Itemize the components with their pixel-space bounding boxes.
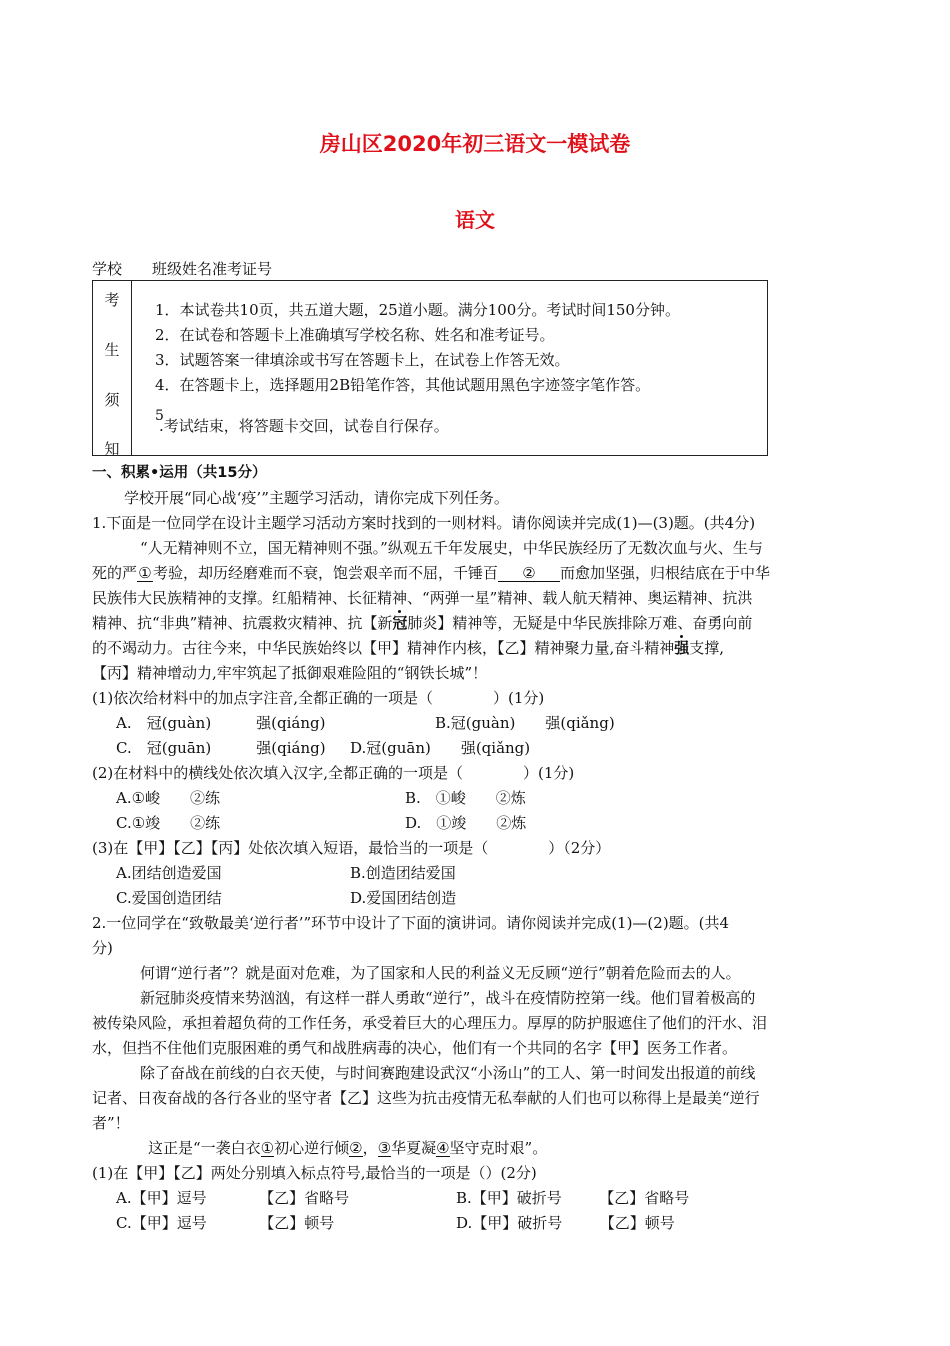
notice-divider — [131, 281, 132, 455]
option-c: C.【甲】逗号 【乙】顿号 — [116, 1214, 335, 1232]
page-title: 房山区2020年初三语文一模试卷 — [319, 132, 631, 156]
q1-passage-line: 民族伟大民族精神的支撑。红船精神、长征精神、“两弹一星”精神、载人航天精神、奥运精神、抗洪 — [92, 589, 753, 607]
notice-side-label-char: 考 — [104, 291, 120, 309]
q2-poem-line: 这正是“一袭白衣①初心逆行倾②，③华夏凝④坚守克时艰”。 — [148, 1139, 548, 1157]
section-intro: 学校开展“同心战‘疫’”主题学习活动，请你完成下列任务。 — [124, 489, 509, 507]
option-b: B.【甲】破折号 【乙】省略号 — [456, 1189, 690, 1207]
q2-passage-line: 新冠肺炎疫情来势汹汹，有这样一群人勇敢“逆行”，战斗在疫情防控第一线。他们冒着极高的 — [140, 989, 756, 1007]
notice-item: 4．在答题卡上，选择题用2B铅笔作答，其他试题用黑色字迹签字笔作答。 — [155, 376, 651, 394]
option-c: C.爱国创造团结 — [116, 889, 222, 907]
q1-stem: 1.下面是一位同学在设计主题学习活动方案时找到的一则材料。请你阅读并完成(1)—(3)题。(共4分) — [92, 514, 756, 532]
option-d: D.爱国团结创造 — [350, 889, 457, 907]
option-c: C.①竣 ②练 — [116, 814, 221, 832]
dotted-char: 强 — [674, 639, 690, 657]
blank-2: ② — [498, 566, 560, 582]
q2-passage-line: 水，但挡不住他们克服困难的勇气和战胜病毒的决心，他们有一个共同的名字【甲】医务工作者。 — [92, 1039, 738, 1057]
notice-item-number: 5 — [155, 408, 164, 424]
q1-passage-line: 精神、抗“非典”精神、抗震救灾精神、抗【新冠肺炎】精神等，无疑是中华民族排除万难、奋勇向前 — [92, 614, 753, 632]
q1-passage-line: 死的严①考验，却历经磨难而不衰，饱尝艰辛而不屈，千锤百 ② 而愈加坚强，归根结底在于中华 — [92, 564, 771, 582]
blank-1: ① — [138, 564, 152, 582]
q2-stem: 2.一位同学在“致敬最美‘逆行者’”环节中设计了下面的演讲词。请你阅读并完成(1)—(2)题。(共4 — [92, 914, 730, 932]
subject-title: 语文 — [455, 208, 495, 232]
option-b: B.创造团结爱国 — [350, 864, 456, 882]
school-info-line: 学校 班级姓名准考证号 — [92, 260, 273, 278]
option-d: D. ①竣 ②炼 — [405, 814, 527, 832]
q1-passage-line: “人无精神则不立，国无精神则不强。”纵观五千年发展史，中华民族经历了无数次血与火、生与 — [140, 539, 763, 557]
notice-side-label-char: 知 — [104, 440, 120, 458]
exam-notice-box — [92, 280, 768, 456]
q2-passage-line: 除了奋战在前线的白衣天使，与时间赛跑建设武汉“小汤山”的工人、第一时间发出报道的前线 — [140, 1064, 756, 1082]
option-b: B. ①峻 ②炼 — [405, 789, 526, 807]
section-heading: 一、积累•运用（共15分） — [92, 465, 267, 481]
q2-passage-line: 何谓“逆行者”？就是面对危难，为了国家和人民的利益义无反顾“逆行”朝着危险而去的人。 — [140, 964, 741, 982]
notice-item: 3．试题答案一律填涂或书写在答题卡上，在试卷上作答无效。 — [155, 351, 570, 369]
q1-passage-line: 【丙】精神增动力,牢牢筑起了抵御艰难险阻的“钢铁长城”！ — [92, 664, 488, 682]
option-b: B.冠(guàn) 强(qiǎng) — [435, 714, 615, 732]
notice-side-label-char: 生 — [104, 341, 120, 359]
blank-2: ② — [349, 1139, 363, 1157]
notice-item: 2．在试卷和答题卡上准确填写学校名称、姓名和准考证号。 — [155, 326, 555, 344]
option-c: C. 冠(guān) 强(qiáng) — [116, 739, 326, 757]
q2-passage-line: 被传染风险，承担着超负荷的工作任务，承受着巨大的心理压力。厚厚的防护服遮住了他们的汗水、泪 — [92, 1014, 768, 1032]
option-d: D.【甲】破折号 【乙】顿号 — [456, 1214, 675, 1232]
q2-passage-line: 记者、日夜奋战的各行各业的坚守者【乙】这些为抗击疫情无私奉献的人们也可以称得上是最美“逆行 — [92, 1089, 760, 1107]
blank-3: ③ — [377, 1139, 392, 1157]
notice-side-label-char: 须 — [104, 391, 120, 409]
q1-sub1-stem: (1)依次给材料中的加点字注音,全都正确的一项是（ ）(1分) — [92, 689, 545, 707]
q2-stem: 分) — [92, 939, 113, 957]
option-a: A.①峻 ②练 — [116, 789, 221, 807]
option-a: A.团结创造爱国 — [116, 864, 222, 882]
blank-4: ④ — [436, 1139, 450, 1157]
dotted-char: 冠 — [392, 614, 408, 632]
q2-passage-line: 者”！ — [92, 1114, 130, 1132]
q1-sub2-stem: (2)在材料中的横线处依次填入汉字,全都正确的一项是（ ）(1分) — [92, 764, 575, 782]
q1-passage-line: 的不竭动力。古往今来，中华民族始终以【甲】精神作内核，【乙】精神聚力量,奋斗精神强支撑, — [92, 639, 725, 657]
option-d: D.冠(guān) 强(qiǎng) — [350, 739, 531, 757]
option-a: A. 冠(guàn) 强(qiáng) — [116, 714, 326, 732]
notice-item: .考试结束，将答题卡交回，试卷自行保存。 — [159, 417, 449, 435]
notice-item: 1．本试卷共10页，共五道大题，25道小题。满分100分。考试时间150分钟。 — [155, 301, 680, 319]
q2-sub1-stem: (1)在【甲】【乙】两处分别填入标点符号,最恰当的一项是（）(2分) — [92, 1164, 537, 1182]
blank-1: ① — [260, 1139, 275, 1157]
q1-sub3-stem: (3)在【甲】【乙】【丙】处依次填入短语，最恰当的一项是（ ）（2分） — [92, 839, 611, 857]
option-a: A.【甲】逗号 【乙】省略号 — [116, 1189, 350, 1207]
